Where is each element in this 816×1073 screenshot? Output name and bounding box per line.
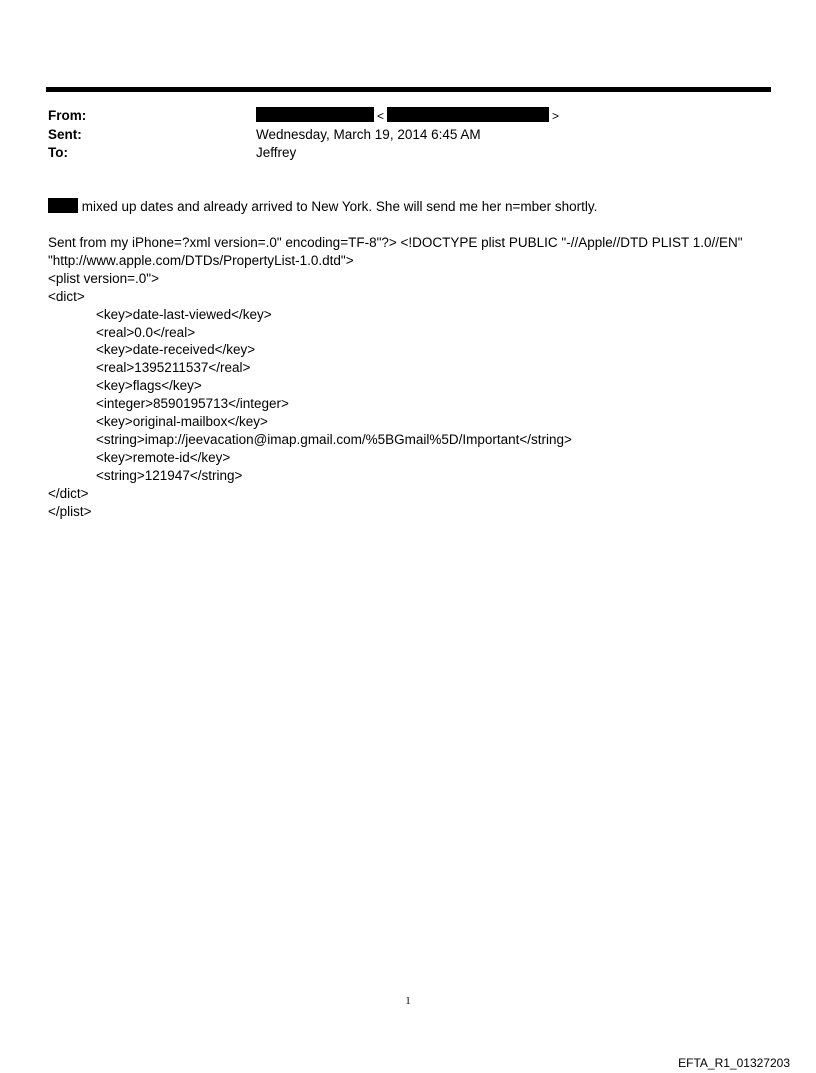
plist-line: <dict> [48, 288, 85, 304]
plist-line: "http://www.apple.com/DTDs/PropertyList-1.0.dtd"> [48, 252, 354, 268]
plist-line: <real>1395211537</real> [96, 360, 251, 376]
plist-line: <key>original-mailbox</key> [96, 414, 268, 430]
redacted-sender-name [256, 107, 374, 122]
header-divider [46, 87, 771, 92]
plist-line: <key>remote-id</key> [96, 449, 231, 465]
plist-line: <string>imap://jeevacation@imap.gmail.com/%5BGmail%5D/Important</string> [96, 431, 572, 447]
plist-line: <key>flags</key> [96, 378, 202, 394]
sent-label: Sent: [48, 126, 82, 142]
plist-line: <key>date-received</key> [96, 342, 256, 358]
plist-block [48, 234, 768, 521]
from-value [256, 107, 562, 126]
page-number: 1 [405, 995, 411, 1007]
message-line [48, 198, 768, 216]
redacted-name [48, 198, 78, 213]
message-text: mixed up dates and already arrived to New York. She will send me her n=mber shortly. [81, 199, 598, 214]
plist-line: <key>date-last-viewed</key> [96, 306, 272, 322]
from-row [48, 107, 768, 126]
sent-row [48, 126, 768, 145]
message-body [48, 198, 768, 216]
to-label: To: [48, 145, 68, 160]
plist-line: </dict> [48, 485, 89, 501]
sent-value: Wednesday, March 19, 2014 6:45 AM [256, 126, 481, 142]
to-value: Jeffrey [256, 145, 297, 160]
redacted-sender-email [387, 107, 549, 122]
email-header [48, 107, 768, 163]
from-close-bracket: > [552, 109, 560, 123]
plist-line: <plist version=.0"> [48, 270, 159, 286]
plist-line: </plist> [48, 503, 92, 519]
from-open-bracket: < [377, 109, 385, 123]
from-label: From: [48, 108, 87, 123]
to-row [48, 144, 768, 163]
plist-line: <string>121947</string> [96, 467, 243, 483]
plist-line: Sent from my iPhone=?xml version=.0" encoding=TF-8"?> <!DOCTYPE plist PUBLIC "-//Apple//DTD PLIST 1.0//EN" [48, 235, 743, 250]
document-id: EFTA_R1_01327203 [678, 1056, 790, 1070]
plist-line: <real>0.0</real> [96, 324, 196, 340]
plist-line: <integer>8590195713</integer> [96, 396, 289, 412]
